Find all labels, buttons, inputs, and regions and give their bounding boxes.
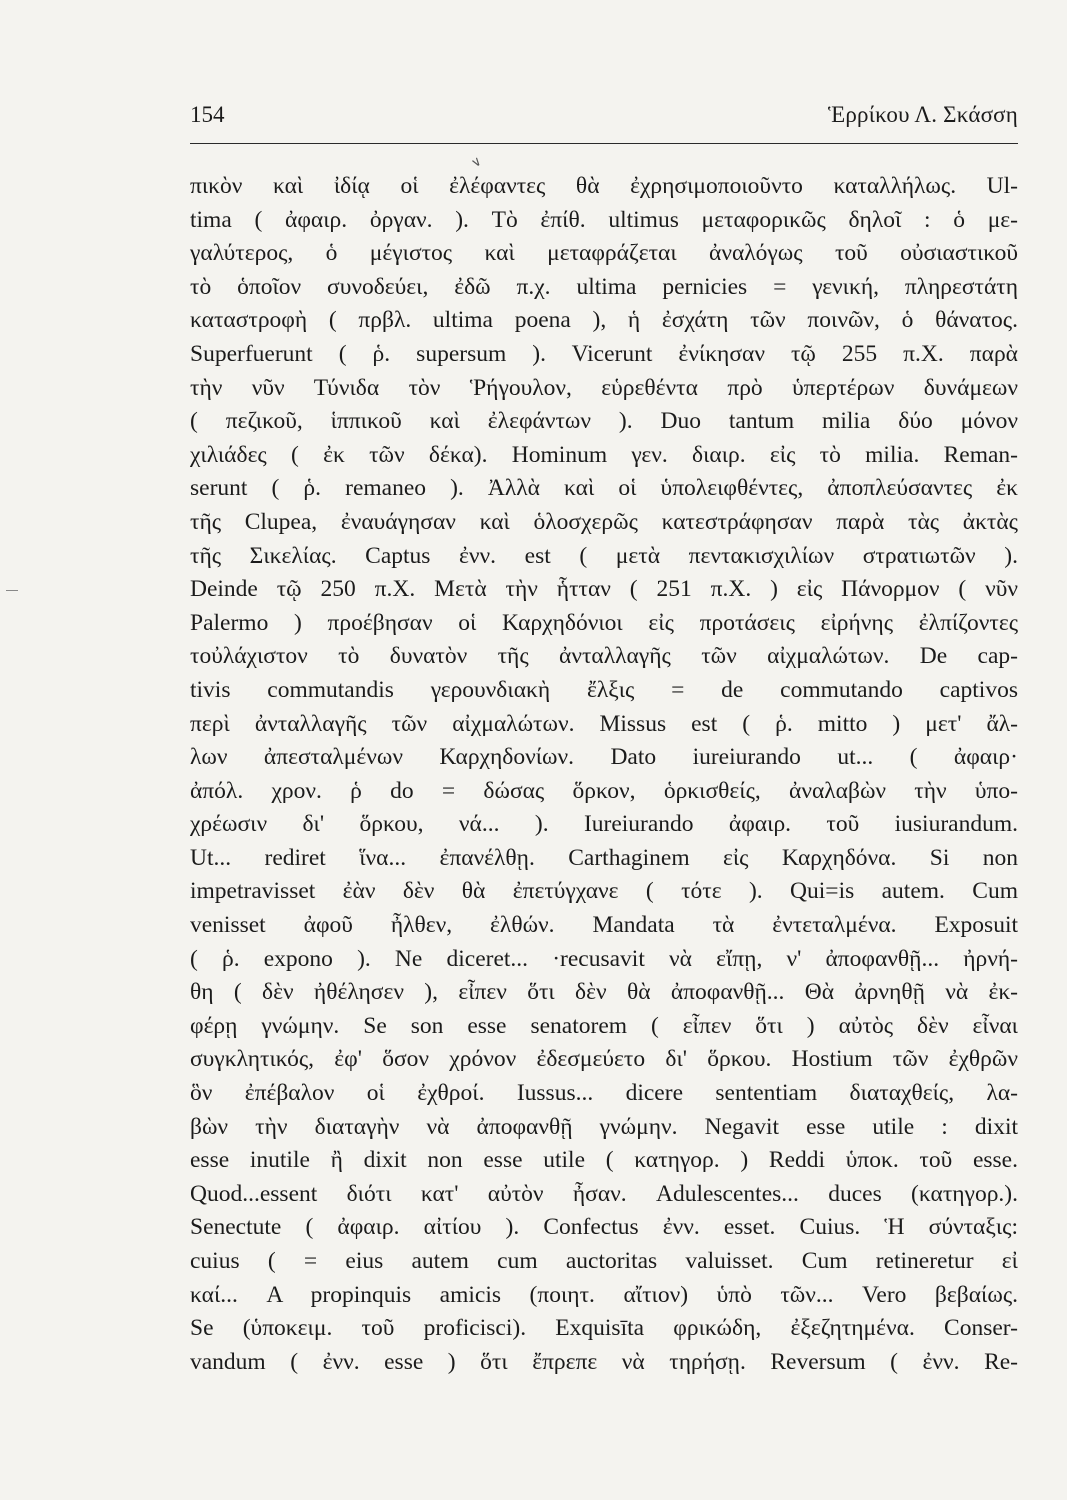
text-line: impetravisset ἐὰν δὲν θὰ ἐπετύγχανε ( τότε ). Qui=is autem. Cum [190,878,1018,905]
text-line: φέρῃ γνώμην. Se son esse senatorem ( εἶπεν ὅτι ) αὐτὸς δὲν εἶναι [190,1012,1018,1039]
text-line: περὶ ἀνταλλαγῆς τῶν αἰχμαλώτων. Missus est ( ῥ. mitto ) μετ' ἄλ- [190,710,1018,737]
text-line: ὃν ἐπέβαλον οἱ ἐχθροί. Iussus... dicere sententiam διαταχθείς, λα- [190,1080,1018,1107]
text-line: ( ῥ. expono ). Ne diceret... ·recusavit νὰ εἴπῃ, ν' ἀποφανθῇ... ἠρνή- [190,945,1018,972]
text-line: tima ( ἀφαιρ. ὀργαν. ). Τὸ ἐπίθ. ultimus μεταφορικῶς δηλοῖ : ὁ με- [190,206,1018,233]
text-line: τὴν νῦν Τύνιδα τὸν Ῥήγουλον, εὑρεθέντα πρὸ ὑπερτέρων δυνάμεων [190,374,1018,401]
text-line: βὼν τὴν διαταγὴν νὰ ἀποφανθῇ γνώμην. Negavit esse utile : dixit [190,1113,1018,1140]
text-line: Superfuerunt ( ῥ. supersum ). Vicerunt ἐνίκησαν τῷ 255 π.Χ. παρὰ [190,340,1018,367]
text-line: λων ἀπεσταλμένων Καρχηδονίων. Dato iureiurando ut... ( ἀφαιρ· [190,744,1018,771]
text-line: Se (ὑποκειμ. τοῦ proficisci). Exquisīta φρικώδη, ἐξεζητημένα. Conser- [190,1315,1018,1342]
text-line: πικὸν καὶ ἰδίᾳ οἱ ἐλέφαντες θὰ ἐχρησιμοποιοῦντο καταλλήλως. Ul- [190,173,1018,199]
text-line: καταστροφὴ ( πρβλ. ultima poena ), ἡ ἐσχάτη τῶν ποινῶν, ὁ θάνατος. [190,307,1018,334]
text-line: cuius ( = eius autem cum auctoritas valuisset. Cum retineretur εἰ [190,1248,1018,1274]
text-line: tivis commutandis γερουνδιακὴ ἔλξις = de commutando captivos [190,676,1018,703]
text-line: τὸ ὁποῖον συνοδεύει, ἐδῶ π.χ. ultima pernicies = γενική, πληρεστάτη [190,273,1018,300]
page-number: 154 [190,102,225,127]
ink-mark-icon: ∨ [468,153,485,172]
text-line: ἀπόλ. χρον. ῥ do = δώσας ὅρκον, ὁρκισθείς, ἀναλαβὼν τὴν ὑπο- [190,777,1018,804]
text-line: συγκλητικός, ἐφ' ὅσον χρόνον ἐδεσμεύετο δι' ὅρκου. Hostium τῶν ἐχθρῶν [190,1046,1018,1073]
text-line: τοὐλάχιστον τὸ δυνατὸν τῆς ἀνταλλαγῆς τῶν αἰχμαλώτων. De cap- [190,643,1018,670]
text-line: χρέωσιν δι' ὅρκου, νά... ). Iureiurando ἀφαιρ. τοῦ iusiurandum. [190,811,1018,838]
text-line: Palermo ) προέβησαν οἱ Καρχηδόνιοι εἰς προτάσεις εἰρήνης ἐλπίζοντες [190,609,1018,636]
text-line: θη ( δὲν ἠθέλησεν ), εἶπεν ὅτι δὲν θὰ ἀποφανθῇ... Θὰ ἀρνηθῇ νὰ ἐκ- [190,979,1018,1006]
text-line: serunt ( ῥ. remaneo ). Ἀλλὰ καὶ οἱ ὑπολειφθέντες, ἀποπλεύσαντες ἐκ [190,475,1018,502]
text-line: γαλύτερος, ὁ μέγιστος καὶ μεταφράζεται ἀναλόγως τοῦ οὐσιαστικοῦ [190,240,1018,267]
text-line: χιλιάδες ( ἐκ τῶν δέκα). Hominum γεν. διαιρ. εἰς τὸ milia. Reman- [190,441,1018,468]
text-line: Ut... rediret ἵνα... ἐπανέλθῃ. Carthaginem εἰς Καρχηδόνα. Si non [190,844,1018,871]
margin-mark [6,590,18,591]
text-line: Deinde τῷ 250 π.Χ. Μετὰ τὴν ἧτταν ( 251 π.Χ. ) εἰς Πάνορμον ( νῦν [190,576,1018,603]
text-line: venisset ἀφοῦ ἦλθεν, ἐλθών. Mandata τὰ ἐντεταλμένα. Exposuit [190,912,1018,939]
text-line: esse inutile ἢ dixit non esse utile ( κατηγορ. ) Reddi ὑποκ. τοῦ esse. [190,1147,1018,1174]
text-line: ( πεζικοῦ, ἱππικοῦ καὶ ἐλεφάντων ). Duo tantum milia δύο μόνον [190,408,1018,435]
text-line: vandum ( ἐνν. esse ) ὅτι ἔπρεπε νὰ τηρήσῃ. Reversum ( ἐνν. Re- [190,1348,1018,1375]
body-text [190,170,1018,1379]
text-line: Senectute ( ἀφαιρ. αἰτίου ). Confectus ἐνν. esset. Cuius. Ἡ σύνταξις: [190,1214,1018,1241]
text-line: τῆς Clupea, ἐναυάγησαν καὶ ὁλοσχερῶς κατεστράφησαν παρὰ τὰς ἀκτὰς [190,508,1018,535]
text-line: καί... A propinquis amicis (ποιητ. αἴτιον) ὑπὸ τῶν... Vero βεβαίως. [190,1281,1018,1308]
text-line: Quod...essent διότι κατ' αὐτὸν ἦσαν. Adulescentes... duces (κατηγορ.). [190,1180,1018,1207]
running-head: Ἑρρίκου Λ. Σκάσση [827,102,1018,127]
page-header [190,100,1018,130]
header-rule [190,143,1018,144]
text-line: τῆς Σικελίας. Captus ἐνν. est ( μετὰ πεντακισχιλίων στρατιωτῶν ). [190,542,1018,569]
